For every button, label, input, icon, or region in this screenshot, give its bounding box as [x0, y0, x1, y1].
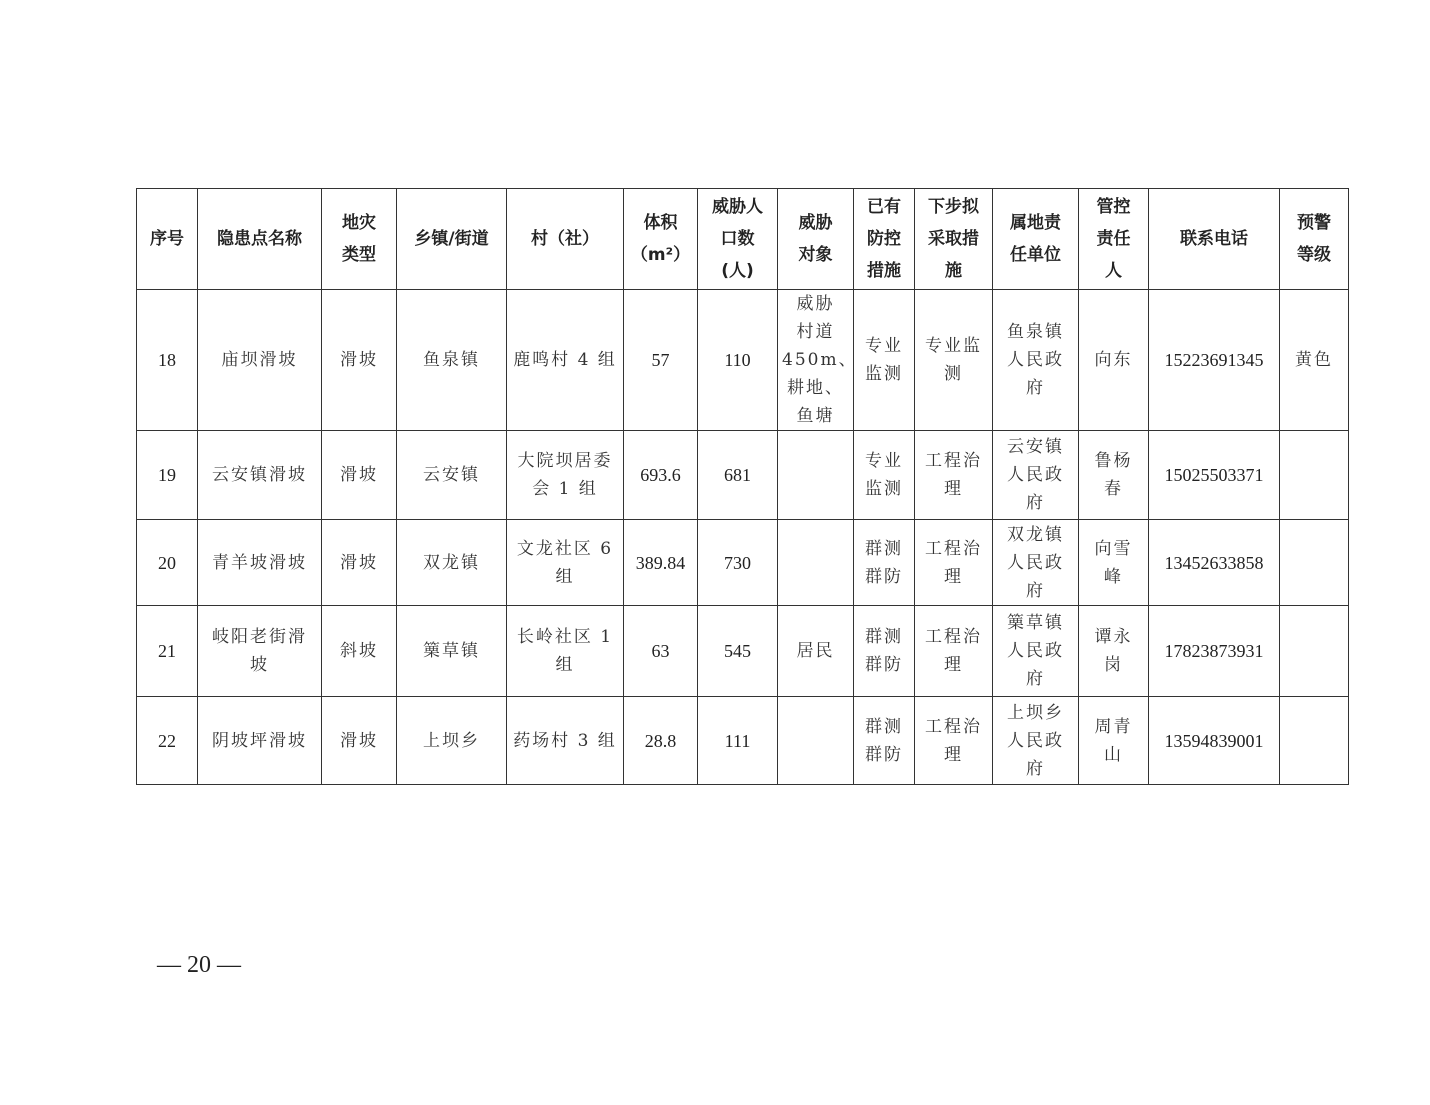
cell-name: 阴坡坪滑坡 — [198, 697, 322, 785]
cell-unit: 篥草镇 人民政 府 — [993, 606, 1079, 697]
cell-phone: 13594839001 — [1149, 697, 1280, 785]
cell-warning: 黄色 — [1280, 290, 1349, 431]
cell-warning — [1280, 520, 1349, 606]
cell-type: 滑坡 — [322, 431, 397, 520]
cell-warning — [1280, 431, 1349, 520]
header-town: 乡镇/街道 — [397, 189, 507, 290]
cell-name: 岐阳老街滑 坡 — [198, 606, 322, 697]
cell-name: 庙坝滑坡 — [198, 290, 322, 431]
cell-next-measure: 专业监 测 — [915, 290, 993, 431]
table-row — [137, 290, 1349, 431]
header-row — [137, 189, 1349, 290]
table-row — [137, 520, 1349, 606]
cell-target — [778, 697, 854, 785]
cell-phone: 15223691345 — [1149, 290, 1280, 431]
header-no: 序号 — [137, 189, 198, 290]
cell-town: 双龙镇 — [397, 520, 507, 606]
cell-population: 730 — [698, 520, 778, 606]
cell-existing-measure: 专业 监测 — [854, 290, 915, 431]
cell-warning — [1280, 697, 1349, 785]
cell-phone: 15025503371 — [1149, 431, 1280, 520]
cell-unit: 双龙镇 人民政 府 — [993, 520, 1079, 606]
cell-name: 青羊坡滑坡 — [198, 520, 322, 606]
cell-existing-measure: 群测 群防 — [854, 697, 915, 785]
cell-town: 上坝乡 — [397, 697, 507, 785]
cell-village: 文龙社区 6 组 — [507, 520, 624, 606]
cell-no: 21 — [137, 606, 198, 697]
cell-next-measure: 工程治 理 — [915, 606, 993, 697]
cell-no: 20 — [137, 520, 198, 606]
cell-phone: 13452633858 — [1149, 520, 1280, 606]
header-volume: 体积 （m²） — [624, 189, 698, 290]
cell-population: 681 — [698, 431, 778, 520]
cell-type: 滑坡 — [322, 697, 397, 785]
header-warning: 预警 等级 — [1280, 189, 1349, 290]
header-population: 威胁人 口数 (人) — [698, 189, 778, 290]
cell-next-measure: 工程治 理 — [915, 697, 993, 785]
cell-volume: 57 — [624, 290, 698, 431]
cell-name: 云安镇滑坡 — [198, 431, 322, 520]
cell-no: 19 — [137, 431, 198, 520]
header-unit: 属地责 任单位 — [993, 189, 1079, 290]
header-village: 村（社） — [507, 189, 624, 290]
cell-unit: 云安镇 人民政 府 — [993, 431, 1079, 520]
hazard-table — [136, 188, 1349, 785]
cell-population: 110 — [698, 290, 778, 431]
header-phone: 联系电话 — [1149, 189, 1280, 290]
header-person: 管控 责任 人 — [1079, 189, 1149, 290]
cell-target — [778, 431, 854, 520]
cell-unit: 上坝乡 人民政 府 — [993, 697, 1079, 785]
cell-village: 药场村 3 组 — [507, 697, 624, 785]
cell-town: 鱼泉镇 — [397, 290, 507, 431]
cell-no: 22 — [137, 697, 198, 785]
cell-village: 鹿鸣村 4 组 — [507, 290, 624, 431]
cell-target: 威胁 村道 450m、 耕地、 鱼塘 — [778, 290, 854, 431]
cell-volume: 28.8 — [624, 697, 698, 785]
cell-person: 周青 山 — [1079, 697, 1149, 785]
cell-next-measure: 工程治 理 — [915, 431, 993, 520]
cell-village: 长岭社区 1 组 — [507, 606, 624, 697]
table-header — [137, 189, 1349, 290]
cell-town: 云安镇 — [397, 431, 507, 520]
cell-next-measure: 工程治 理 — [915, 520, 993, 606]
cell-population: 545 — [698, 606, 778, 697]
cell-person: 鲁杨 春 — [1079, 431, 1149, 520]
cell-village: 大院坝居委 会 1 组 — [507, 431, 624, 520]
cell-target: 居民 — [778, 606, 854, 697]
cell-volume: 389.84 — [624, 520, 698, 606]
header-target: 威胁 对象 — [778, 189, 854, 290]
cell-type: 滑坡 — [322, 520, 397, 606]
cell-existing-measure: 群测 群防 — [854, 520, 915, 606]
table-row — [137, 431, 1349, 520]
cell-volume: 63 — [624, 606, 698, 697]
cell-type: 滑坡 — [322, 290, 397, 431]
cell-town: 篥草镇 — [397, 606, 507, 697]
table-row — [137, 606, 1349, 697]
header-next-measure: 下步拟 采取措 施 — [915, 189, 993, 290]
cell-warning — [1280, 606, 1349, 697]
table-body — [137, 290, 1349, 785]
cell-type: 斜坡 — [322, 606, 397, 697]
cell-no: 18 — [137, 290, 198, 431]
header-name: 隐患点名称 — [198, 189, 322, 290]
cell-phone: 17823873931 — [1149, 606, 1280, 697]
cell-person: 向东 — [1079, 290, 1149, 431]
page-number: — 20 — — [157, 952, 241, 978]
header-existing-measure: 已有 防控 措施 — [854, 189, 915, 290]
cell-population: 111 — [698, 697, 778, 785]
cell-person: 谭永 岗 — [1079, 606, 1149, 697]
cell-person: 向雪 峰 — [1079, 520, 1149, 606]
cell-volume: 693.6 — [624, 431, 698, 520]
cell-existing-measure: 专业 监测 — [854, 431, 915, 520]
cell-unit: 鱼泉镇 人民政 府 — [993, 290, 1079, 431]
cell-target — [778, 520, 854, 606]
table-row — [137, 697, 1349, 785]
header-type: 地灾 类型 — [322, 189, 397, 290]
cell-existing-measure: 群测 群防 — [854, 606, 915, 697]
